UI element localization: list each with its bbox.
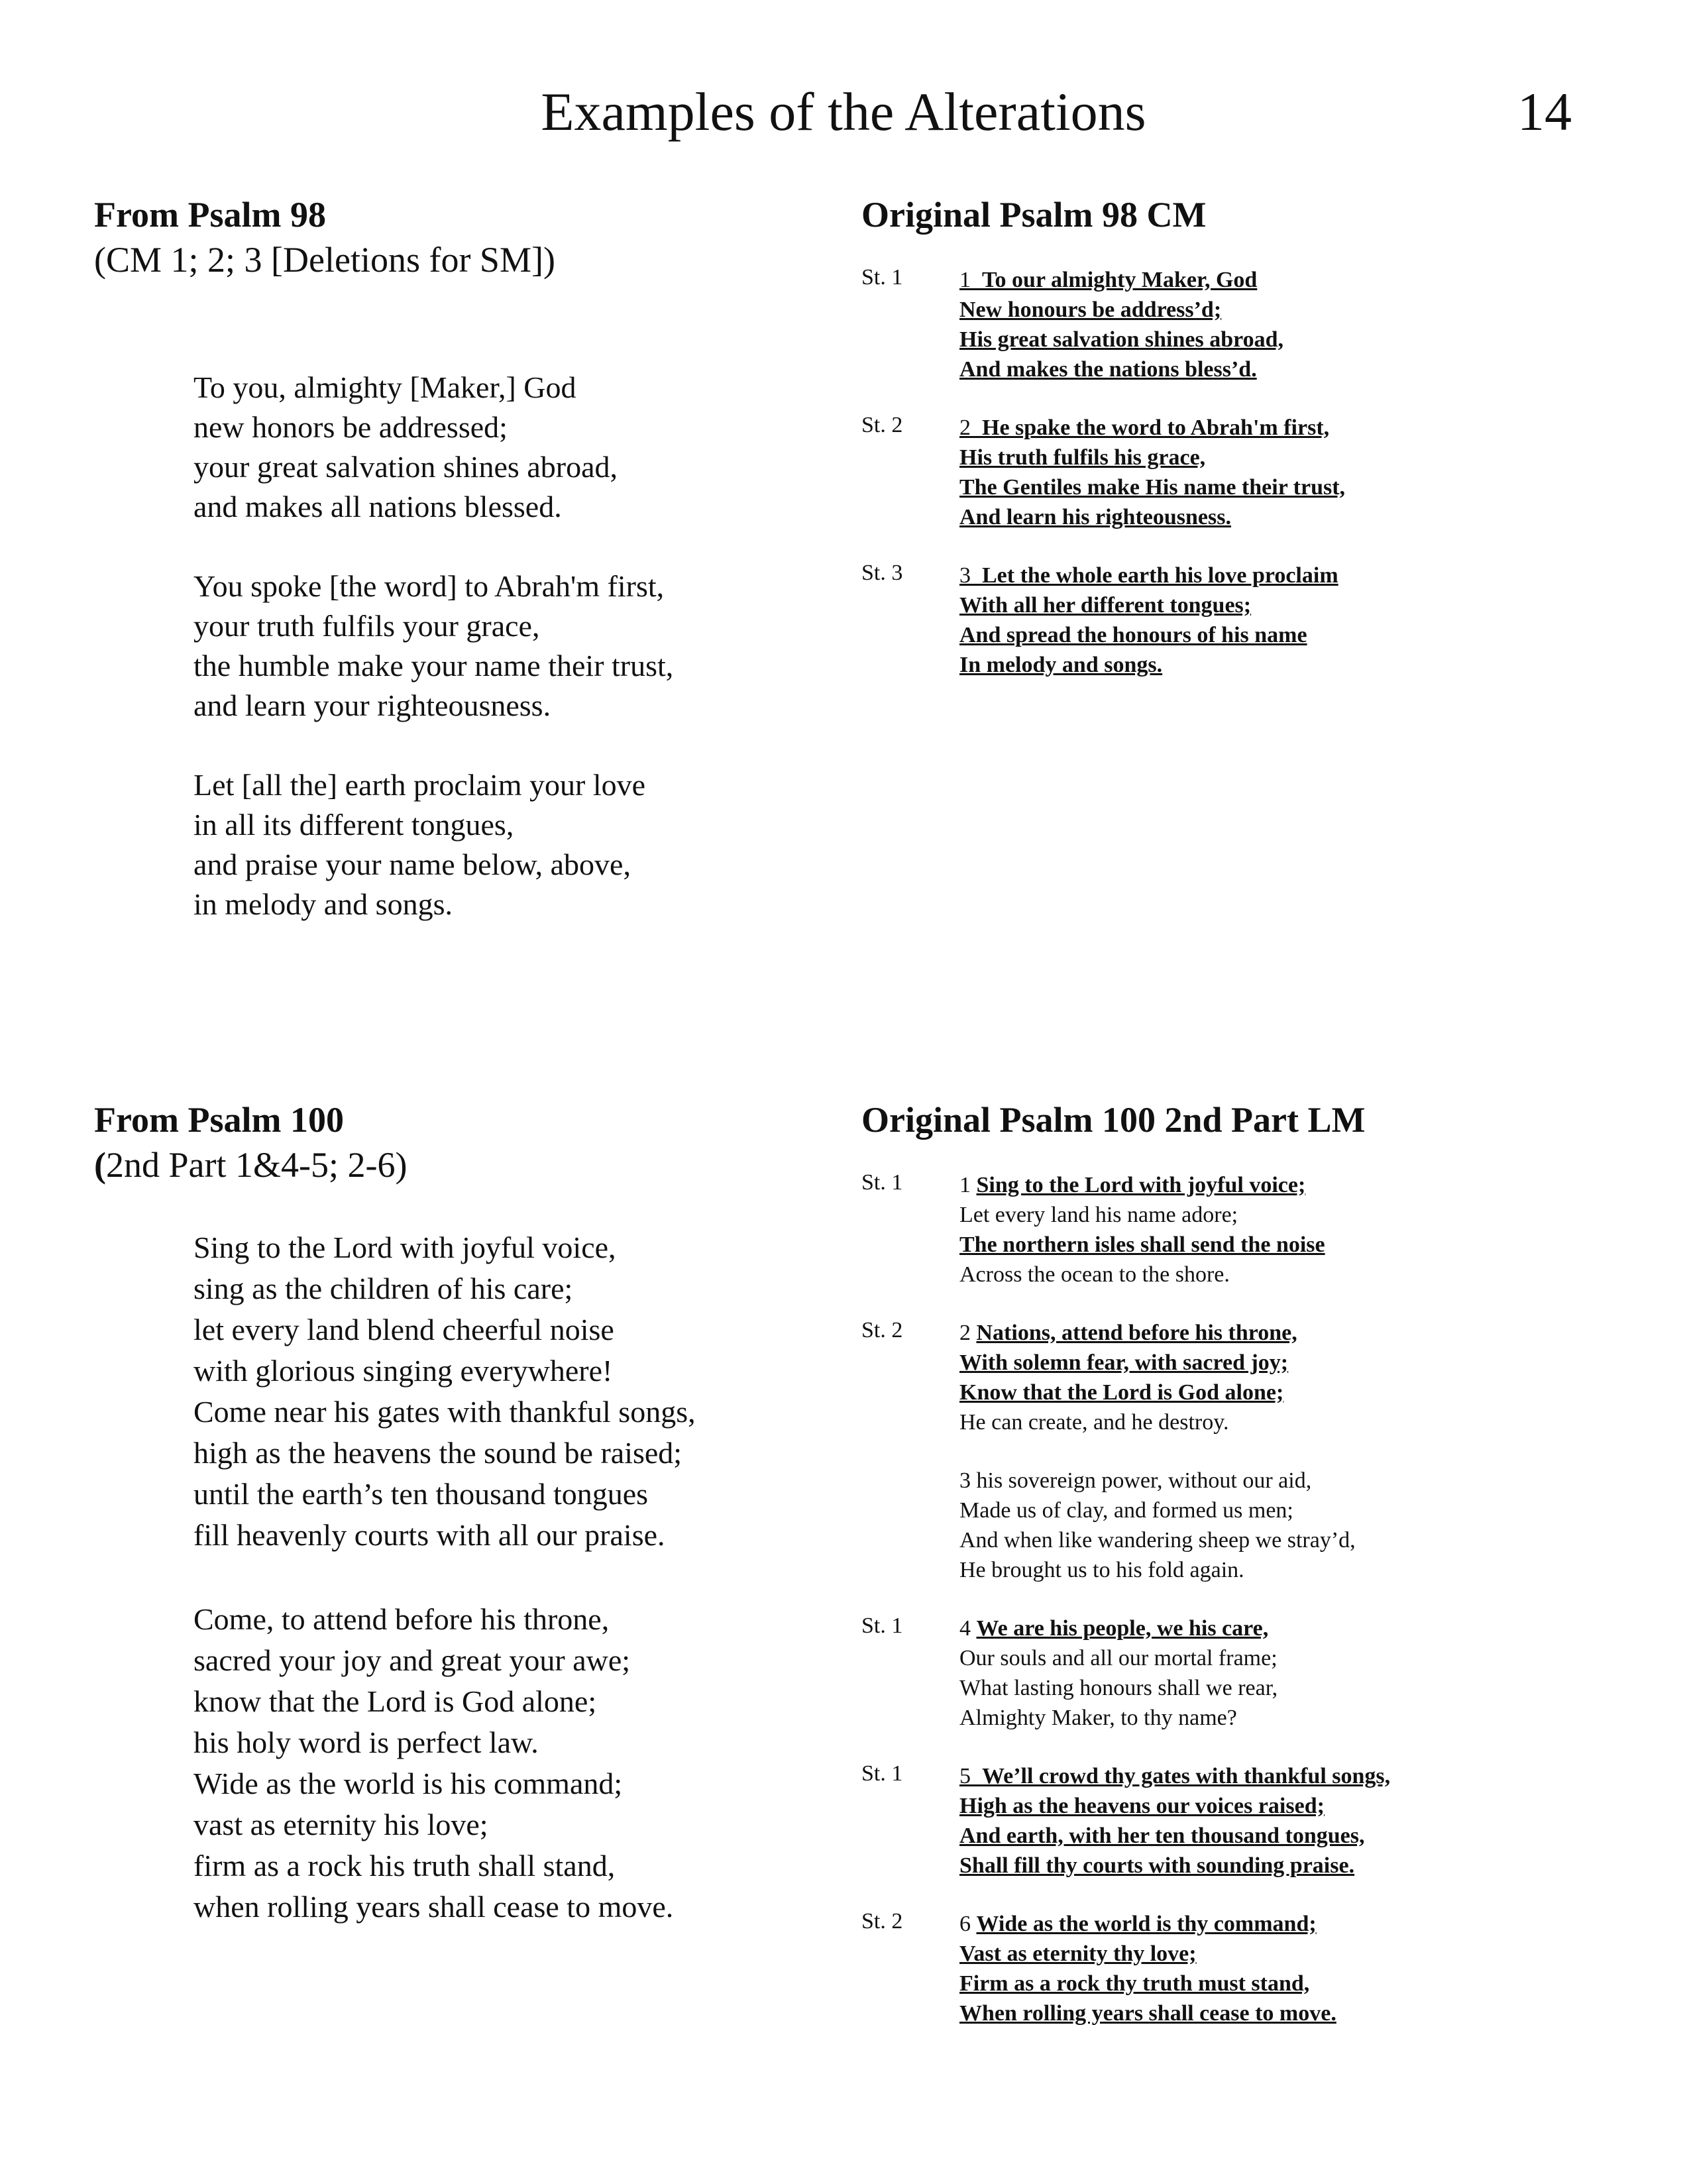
verse-line: and learn your righteousness. [193,688,551,722]
psalm100-left-subheading [94,1144,407,1187]
stanza-label: St. 1 [861,1761,903,1786]
verse-line: He can create, and he destroy. [959,1410,1229,1435]
verse-line: until the earth’s ten thousand tongues [193,1477,649,1511]
verse-line: Sing to the Lord with joyful voice; [976,1173,1306,1197]
verse-line: He spake the word to Abrah'm first, [982,415,1330,440]
verse-line: His truth fulfils his grace, [959,445,1206,470]
psalm100-modern-stanza-2 [193,1599,673,1928]
verse-line: know that the Lord is God alone; [193,1684,597,1718]
verse-line: vast as eternity his love; [193,1808,488,1841]
verse-line: Wide as the world is his command; [193,1767,623,1800]
verse-line: To our almighty Maker, God [982,268,1258,292]
verse-line: sacred your joy and great your awe; [193,1643,631,1677]
psalm98-right-heading: Original Psalm 98 CM [861,195,1207,235]
verse-line: your truth fulfils your grace, [193,609,540,643]
verse-line: And spread the honours of his name [959,623,1307,647]
stanza-number: 1 [959,268,971,292]
verse-line: In melody and songs. [959,653,1163,677]
verse-line: Firm as a rock thy truth must stand, [959,1971,1310,1996]
subheading-paren: ( [94,1145,106,1185]
stanza-label: St. 1 [861,1170,903,1195]
psalm100-right-heading: Original Psalm 100 2nd Part LM [861,1100,1366,1140]
subheading-text: 2nd Part 1&4-5; 2-6) [105,1145,408,1185]
verse-line: with glorious singing everywhere! [193,1354,613,1388]
stanza-number: 3 [959,563,971,588]
stanza-number: 6 [959,1912,971,1936]
verse-line: Let every land his name adore; [959,1203,1238,1227]
verse-line: The northern isles shall send the noise [959,1232,1325,1257]
verse-line: sing as the children of his care; [193,1272,573,1305]
stanza-number: 3 [959,1468,971,1493]
verse-line: What lasting honours shall we rear, [959,1676,1278,1700]
verse-line: Our souls and all our mortal frame; [959,1646,1278,1670]
stanza-number: 4 [959,1616,971,1641]
verse-line: fill heavenly courts with all our praise. [193,1518,665,1552]
verse-line: let every land blend cheerful noise [193,1313,614,1346]
verse-line: Come near his gates with thankful songs, [193,1395,696,1429]
verse-line: With solemn fear, with sacred joy; [959,1350,1289,1375]
verse-line: You spoke [the word] to Abrah'm first, [193,569,665,603]
verse-line: the humble make your name their trust, [193,649,674,682]
page-number: 14 [1517,82,1572,142]
psalm98-left-heading: From Psalm 98 [94,195,326,235]
verse-line: Come, to attend before his throne, [193,1602,610,1636]
verse-line: Nations, attend before his throne, [976,1321,1297,1345]
verse-line: Sing to the Lord with joyful voice, [193,1230,616,1264]
psalm100-left-heading: From Psalm 100 [94,1100,344,1140]
verse-line: Vast as eternity thy love; [959,1941,1197,1966]
verse-line: Across the ocean to the shore. [959,1262,1230,1287]
psalm98-modern-stanza-1 [193,368,618,527]
verse-line: new honors be addressed; [193,410,508,444]
stanza-label: St. 2 [861,1318,903,1342]
verse-line: his holy word is perfect law. [193,1725,539,1759]
verse-line: Wide as the world is thy command; [976,1912,1317,1936]
psalm100-modern-stanza-1 [193,1227,696,1556]
verse-line: Almighty Maker, to thy name? [959,1706,1237,1730]
psalm98-left-subheading: (CM 1; 2; 3 [Deletions for SM]) [94,240,555,280]
verse-line: Made us of clay, and formed us men; [959,1498,1293,1523]
stanza-label: St. 1 [861,265,903,290]
stanza-number: 2 [959,1321,971,1345]
stanza-label: St. 3 [861,561,903,585]
stanza-label: St. 2 [861,1909,903,1934]
verse-line: and praise your name below, above, [193,847,631,881]
psalm98-modern-stanza-2 [193,567,673,726]
verse-line: And earth, with her ten thousand tongues, [959,1824,1365,1848]
verse-line: in all its different tongues, [193,808,514,842]
verse-line: We are his people, we his care, [976,1616,1269,1641]
verse-line: high as the heavens the sound be raised; [193,1436,682,1470]
verse-line: And makes the nations bless’d. [959,357,1257,382]
verse-line: To you, almighty [Maker,] God [193,370,576,404]
stanza-number: 5 [959,1764,971,1788]
verse-line: And when like wandering sheep we stray’d, [959,1528,1356,1553]
verse-line: His great salvation shines abroad, [959,327,1283,352]
psalm98-modern-stanza-3 [193,765,645,924]
verse-line: With all her different tongues; [959,593,1252,618]
stanza-number: 2 [959,415,971,440]
verse-line: in melody and songs. [193,887,453,921]
verse-line: He brought us to his fold again. [959,1558,1244,1582]
page-title: Examples of the Alterations [541,82,1146,142]
verse-line: We’ll crowd thy gates with thankful songs, [982,1764,1391,1788]
verse-line: When rolling years shall cease to move. [959,2001,1336,2026]
verse-line: Let [all the] earth proclaim your love [193,768,646,802]
verse-line: and makes all nations blessed. [193,490,562,523]
stanza-number: 1 [959,1173,971,1197]
verse-line: New honours be address’d; [959,298,1222,322]
verse-line: High as the heavens our voices raised; [959,1794,1325,1818]
verse-line: The Gentiles make His name their trust, [959,475,1346,500]
verse-line: And learn his righteousness. [959,505,1231,529]
verse-line: your great salvation shines abroad, [193,450,618,484]
verse-line: Know that the Lord is God alone; [959,1380,1284,1405]
stanza-label: St. 2 [861,413,903,437]
verse-line: when rolling years shall cease to move. [193,1890,674,1924]
stanza-label: St. 1 [861,1613,903,1638]
verse-line: his sovereign power, without our aid, [976,1468,1312,1493]
verse-line: firm as a rock his truth shall stand, [193,1849,616,1883]
verse-line: Let the whole earth his love proclaim [982,563,1338,588]
verse-line: Shall fill thy courts with sounding praise. [959,1853,1355,1878]
